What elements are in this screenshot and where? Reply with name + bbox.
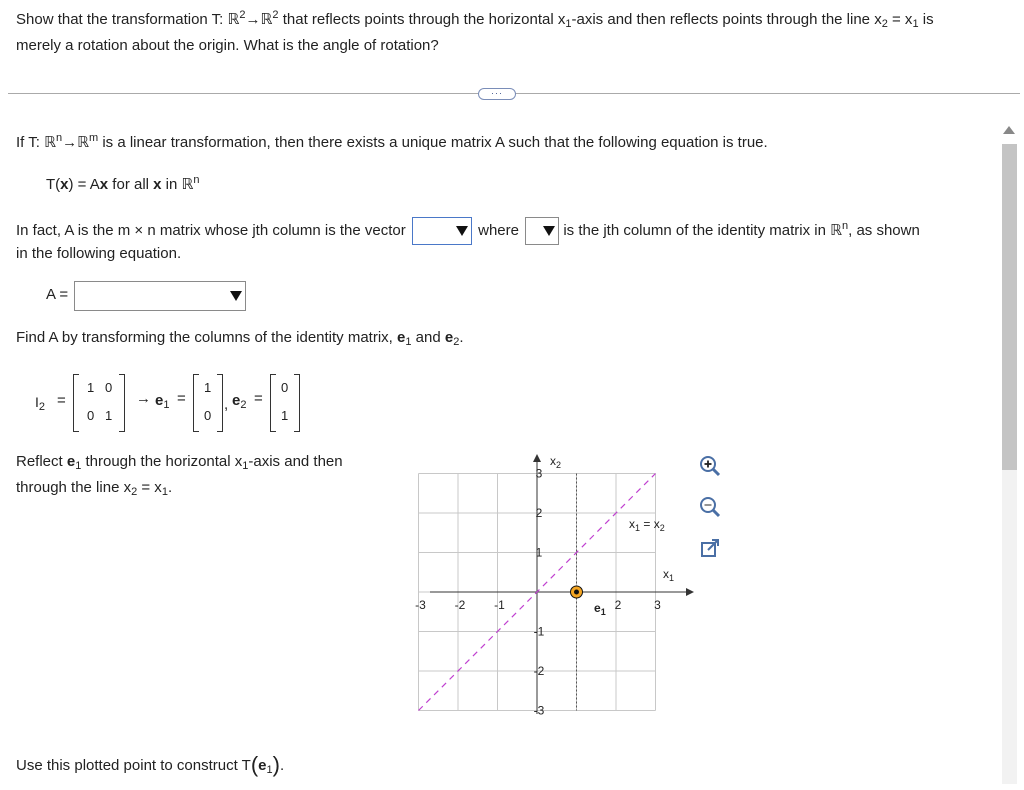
x-tick-label: -3 <box>415 598 426 612</box>
a-label: A = <box>46 286 69 303</box>
zoom-in-icon[interactable] <box>697 453 723 479</box>
x2-axis-arrow-icon <box>533 454 541 462</box>
y-tick-label: -2 <box>533 664 545 678</box>
x-tick-label: -1 <box>494 598 505 612</box>
question-text <box>16 6 1016 59</box>
scroll-up-icon[interactable] <box>1003 126 1015 134</box>
matrix-a-dropdown[interactable] <box>74 281 246 311</box>
reflect-instruction: Reflect $e_1$ through the horizontal $x_1$-axis and then through the line $x_2 = x_1$. <box>16 453 343 498</box>
x-tick-label: -2 <box>454 598 466 612</box>
zoom-out-icon[interactable] <box>697 494 723 520</box>
question-line-2: merely a rotation about the origin. What is the angle of rotation? <box>16 37 439 54</box>
popout-icon[interactable] <box>697 536 723 562</box>
y-tick-label: 3 <box>535 466 543 481</box>
construct-instruction: Use this plotted point to construct $T(e_1)$. <box>16 752 285 777</box>
line-label: $x_1 = x_2$ <box>629 517 665 533</box>
identity-column-dropdown[interactable] <box>525 217 559 245</box>
x-tick-label: 2 <box>614 598 622 612</box>
x-tick-label: 3 <box>654 598 661 612</box>
x1-axis-arrow-icon <box>686 588 694 596</box>
identity-equation: $I_2$ = 1 0 0 1 → $e_1$ = 1 0 , $e_2$ = 0 1 <box>35 374 375 432</box>
x2-axis-label: $x_2$ <box>550 454 562 470</box>
y-tick-label: 1 <box>535 545 543 560</box>
theorem-text: If T: ℝ$^n$→ℝ$^m$ is a linear transformation, then there exists a unique matrix A such that the following equation is true. <box>16 132 768 151</box>
column-vector-dropdown[interactable] <box>412 217 472 245</box>
y-tick-label: -3 <box>533 703 545 718</box>
question-line-1: Show that the transformation T: ℝ$^2$→ℝ$^2$ that reflects points through the horizontal $x_1$-axis and then reflects points through the line $x_2 = x_1$ is <box>16 9 934 30</box>
vertical-scrollbar[interactable] <box>997 122 1023 790</box>
y-tick-label: 2 <box>535 506 543 520</box>
y-tick-label: -1 <box>533 624 545 639</box>
coordinate-graph[interactable] <box>410 450 700 720</box>
fact-line-1: In fact, A is the m × n matrix whose jth column is the vector where is the jth column of the identity matrix in ℝ$^n$, as shown <box>16 217 920 245</box>
e1-vector: 1 0 <box>193 374 223 432</box>
e2-vector: 0 1 <box>270 374 300 432</box>
fact-line-2: in the following equation. <box>16 245 182 262</box>
theorem-equation: T(x) = Ax for all x in ℝ$^n$ <box>46 174 200 193</box>
expand-button[interactable]: ··· <box>478 88 516 100</box>
plotted-point-center <box>574 590 579 595</box>
e1-label: $e_1$ <box>594 601 606 617</box>
identity-matrix: 1 0 0 1 <box>73 374 125 432</box>
find-a-text: Find A by transforming the columns of the identity matrix, $e_1$ and $e_2$. <box>16 329 464 348</box>
scrollbar-thumb[interactable] <box>1002 144 1017 470</box>
x1-axis-label: $x_1$ <box>663 567 675 583</box>
